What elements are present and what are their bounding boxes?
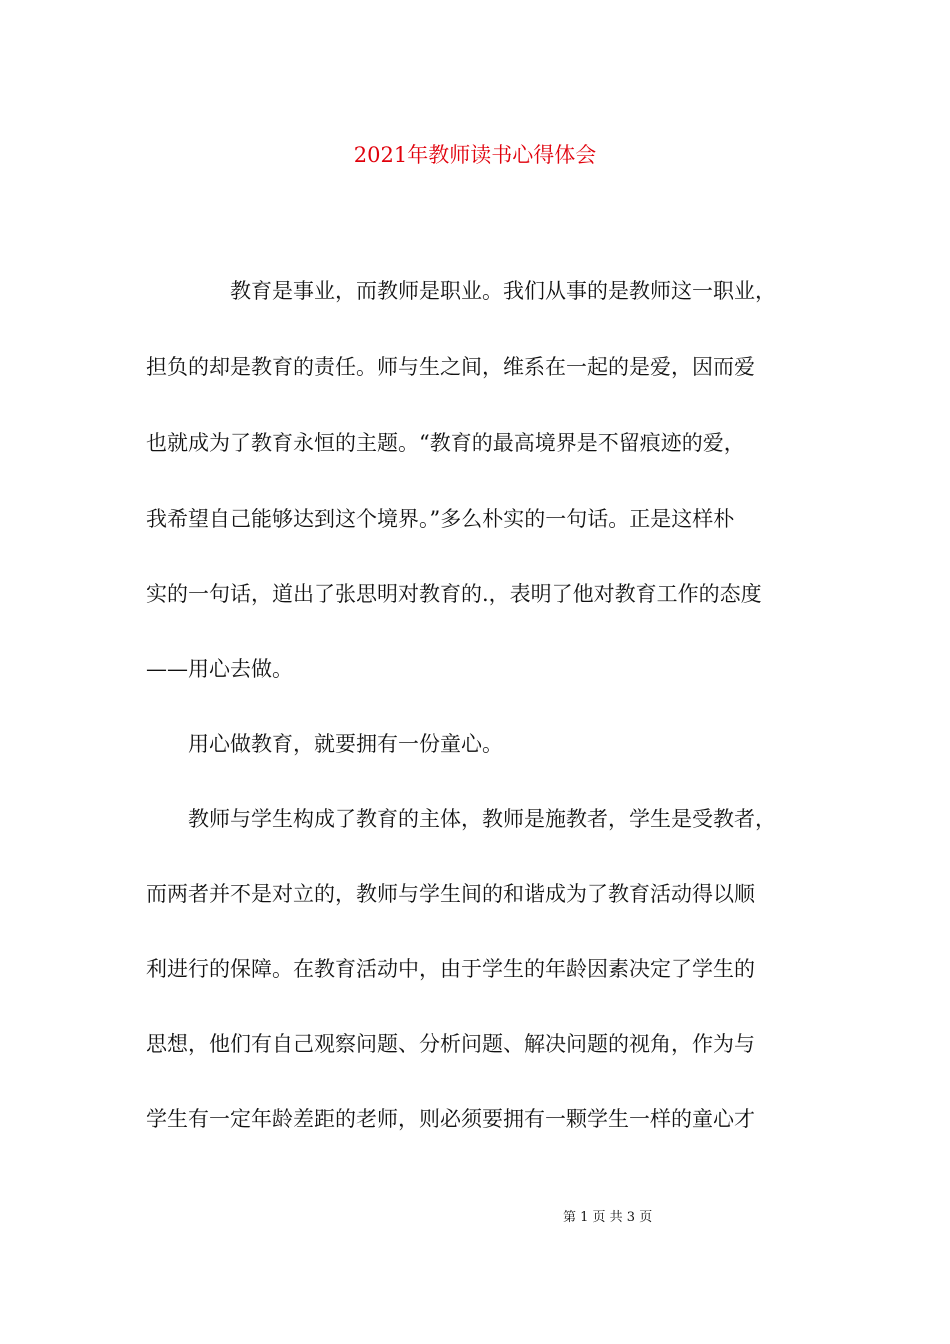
body-line: 实的一句话，道出了张思明对教育的.，表明了他对教育工作的态度 [146, 582, 762, 606]
body-line: ——用心去做。 [146, 657, 293, 681]
document-title: 2021年教师读书心得体会 [353, 143, 597, 167]
body-line: 利进行的保障。在教育活动中，由于学生的年龄因素决定了学生的 [146, 957, 755, 981]
body-line: 也就成为了教育永恒的主题。“教育的最高境界是不留痕迹的爱， [146, 431, 745, 455]
body-line: 教师与学生构成了教育的主体，教师是施教者，学生是受教者， [146, 807, 776, 831]
page-number-footer: 第 1 页 共 3 页 [563, 1210, 653, 1225]
body-line: 教育是事业，而教师是职业。我们从事的是教师这一职业， [146, 279, 776, 303]
body-line: 用心做教育，就要拥有一份童心。 [146, 732, 503, 756]
body-line: 学生有一定年龄差距的老师，则必须要拥有一颗学生一样的童心才 [146, 1107, 755, 1131]
body-line: 我希望自己能够达到这个境界。”多么朴实的一句话。正是这样朴 [146, 507, 735, 531]
body-line: 而两者并不是对立的，教师与学生间的和谐成为了教育活动得以顺 [146, 882, 755, 906]
body-line: 担负的却是教育的责任。师与生之间，维系在一起的是爱，因而爱 [146, 355, 755, 379]
body-line: 思想，他们有自己观察问题、分析问题、解决问题的视角，作为与 [146, 1032, 755, 1056]
